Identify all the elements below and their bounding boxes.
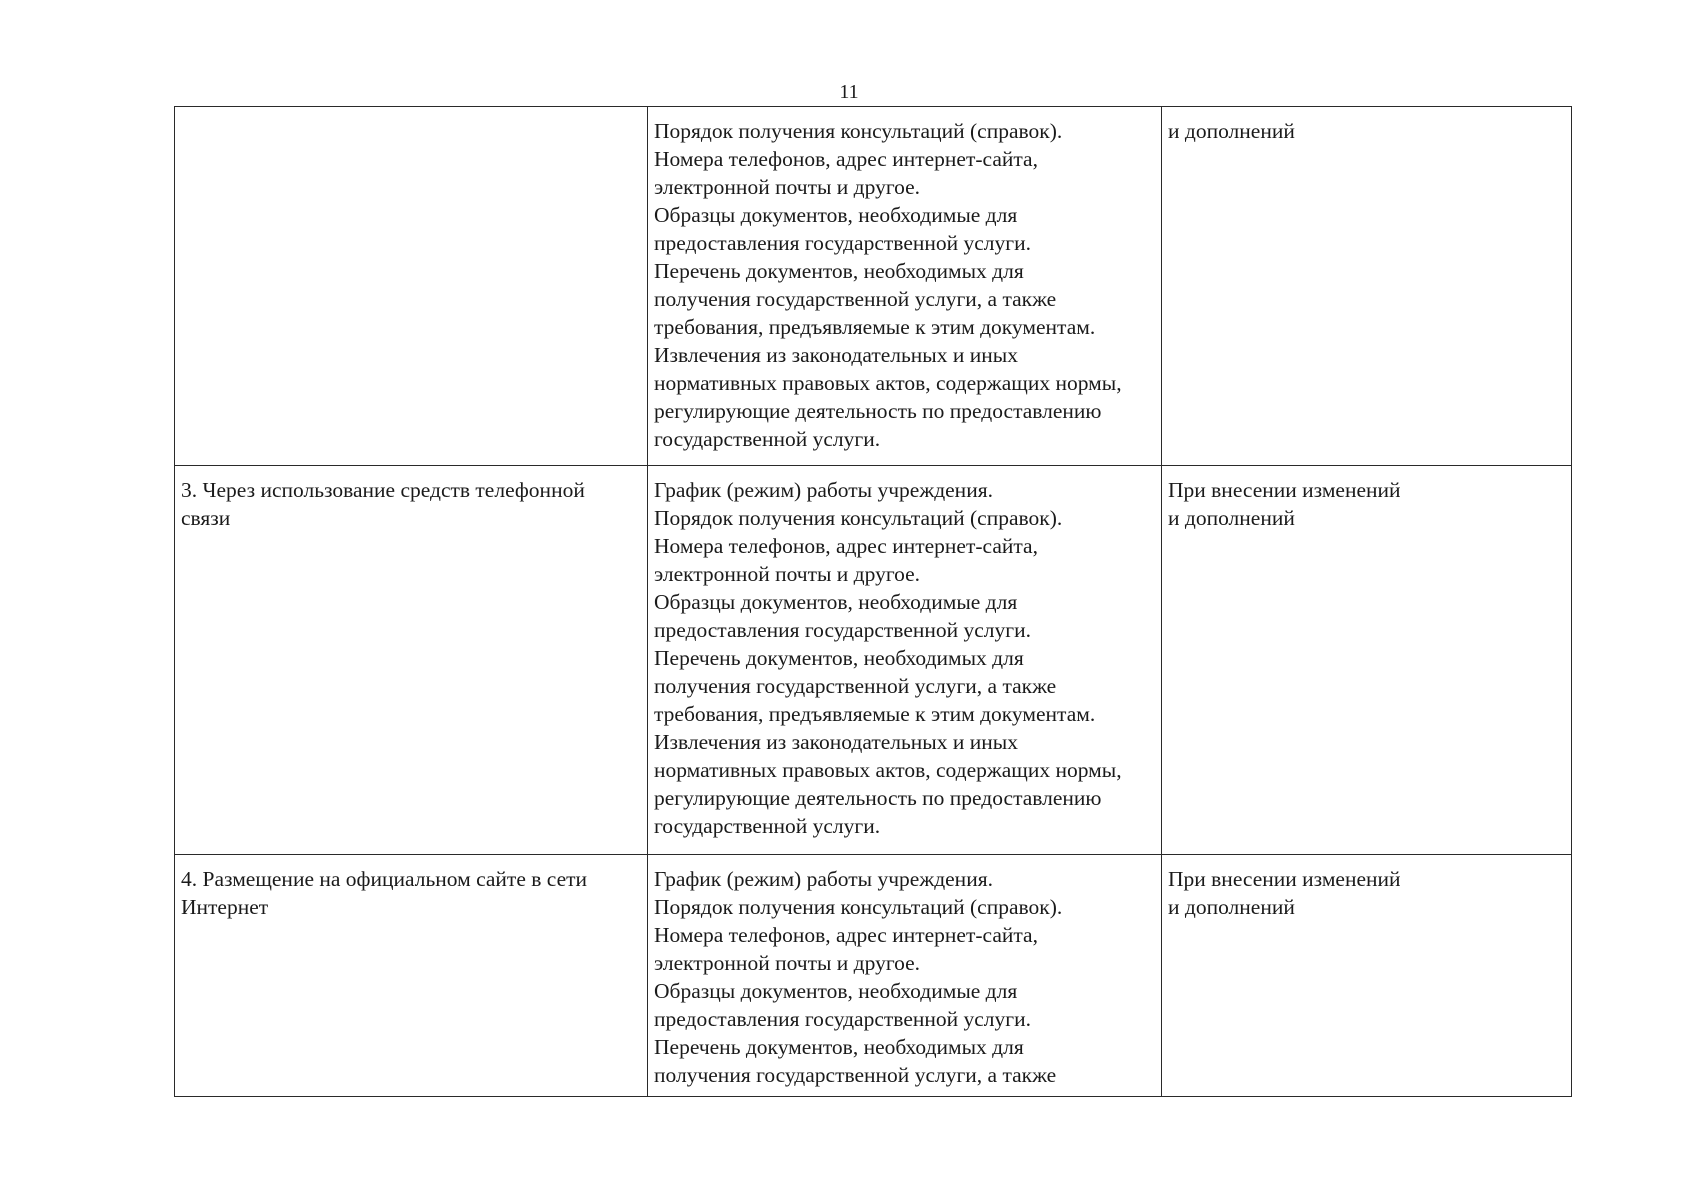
page-number: 11 [839, 81, 859, 103]
update-cell: и дополнений [1162, 107, 1572, 466]
table-row [175, 855, 1572, 1097]
content-cell: Порядок получения консультаций (справок). Номера телефонов, адрес интернет-сайта, электронной почты и другое. Образцы документов, необходимые для предоставления государственной услуги. Перечень документов, необходимых для получения государственной услуги, а также требования, предъявляемые к этим документам. Извлечения из законодательных и иных нормативных правовых актов, содержащих нормы, регулирующие деятельность по предоставлению государственной услуги. [648, 107, 1162, 466]
update-cell: При внесении изменений и дополнений [1162, 855, 1572, 1097]
table-row [175, 107, 1572, 466]
method-cell: 3. Через использование средств телефонной связи [175, 466, 648, 855]
method-cell: 4. Размещение на официальном сайте в сети Интернет [175, 855, 648, 1097]
method-cell [175, 107, 648, 466]
update-cell: При внесении изменений и дополнений [1162, 466, 1572, 855]
content-cell: График (режим) работы учреждения. Порядок получения консультаций (справок). Номера телефонов, адрес интернет-сайта, электронной почты и другое. Образцы документов, необходимые для предоставления государственной услуги. Перечень документов, необходимых для получения государственной услуги, а также [648, 855, 1162, 1097]
table-row [175, 466, 1572, 855]
content-cell: График (режим) работы учреждения. Порядок получения консультаций (справок). Номера телефонов, адрес интернет-сайта, электронной почты и другое. Образцы документов, необходимые для предоставления государственной услуги. Перечень документов, необходимых для получения государственной услуги, а также требования, предъявляемые к этим документам. Извлечения из законодательных и иных нормативных правовых актов, содержащих нормы, регулирующие деятельность по предоставлению государственной услуги. [648, 466, 1162, 855]
info-table [174, 106, 1572, 1097]
